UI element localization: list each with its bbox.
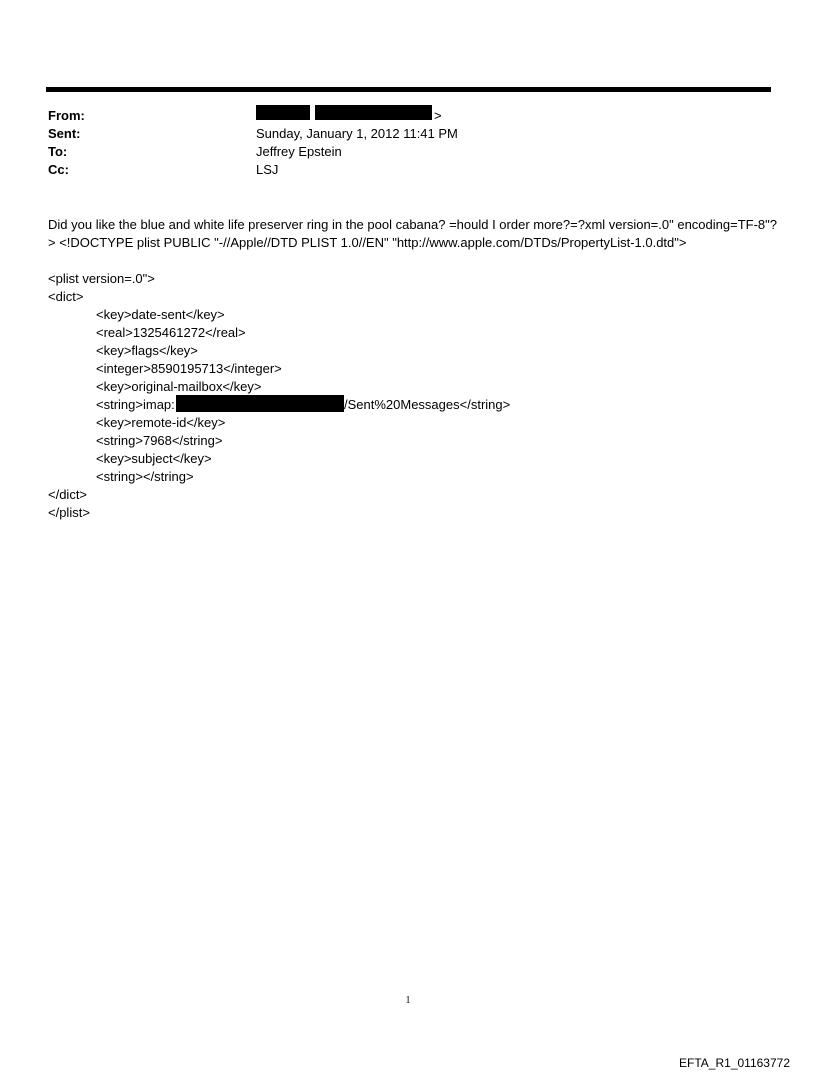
dict-close: </dict> [48, 487, 88, 502]
to-value: Jeffrey Epstein [256, 144, 342, 159]
sent-label: Sent: [48, 126, 81, 141]
cc-value: LSJ [256, 162, 279, 177]
from-email-redaction [315, 105, 432, 120]
imap-prefix: <string>imap: [96, 397, 175, 412]
bates-number: EFTA_R1_01163772 [679, 1056, 790, 1070]
from-name-redaction [256, 105, 310, 120]
dict-line: <integer>8590195713</integer> [96, 361, 282, 376]
dict-line: <string></string> [96, 469, 194, 484]
dict-line: <string>7968</string> [96, 433, 223, 448]
cc-label: Cc: [48, 162, 69, 177]
from-label: From: [48, 108, 85, 123]
dict-line: <key>subject</key> [96, 451, 212, 466]
page-number: 1 [405, 995, 411, 1006]
dict-line: <key>flags</key> [96, 343, 198, 358]
imap-redaction [176, 395, 344, 412]
message-paragraph: Did you like the blue and white life preserver ring in the pool cabana? =hould I order more?=?xml version=.0" encoding=TF-8"?> <!DOCTYPE plist PUBLIC "-//Apple//DTD PLIST 1.0//EN" "http://www.apple.com/DTDs/PropertyList-1.0.dtd"> [48, 217, 777, 250]
message-body [48, 216, 778, 252]
dict-line: <key>original-mailbox</key> [96, 379, 262, 394]
dict-open: <dict> [48, 289, 84, 304]
dict-line: <key>remote-id</key> [96, 415, 226, 430]
plist-close: </plist> [48, 505, 90, 520]
dict-line: <key>date-sent</key> [96, 307, 225, 322]
to-label: To: [48, 144, 68, 159]
sent-value: Sunday, January 1, 2012 11:41 PM [256, 126, 458, 141]
dict-line: <real>1325461272</real> [96, 325, 246, 340]
plist-open: <plist version=.0"> [48, 271, 155, 286]
imap-suffix: /Sent%20Messages</string> [344, 397, 511, 412]
from-suffix: > [434, 108, 442, 123]
header-rule [46, 87, 771, 92]
